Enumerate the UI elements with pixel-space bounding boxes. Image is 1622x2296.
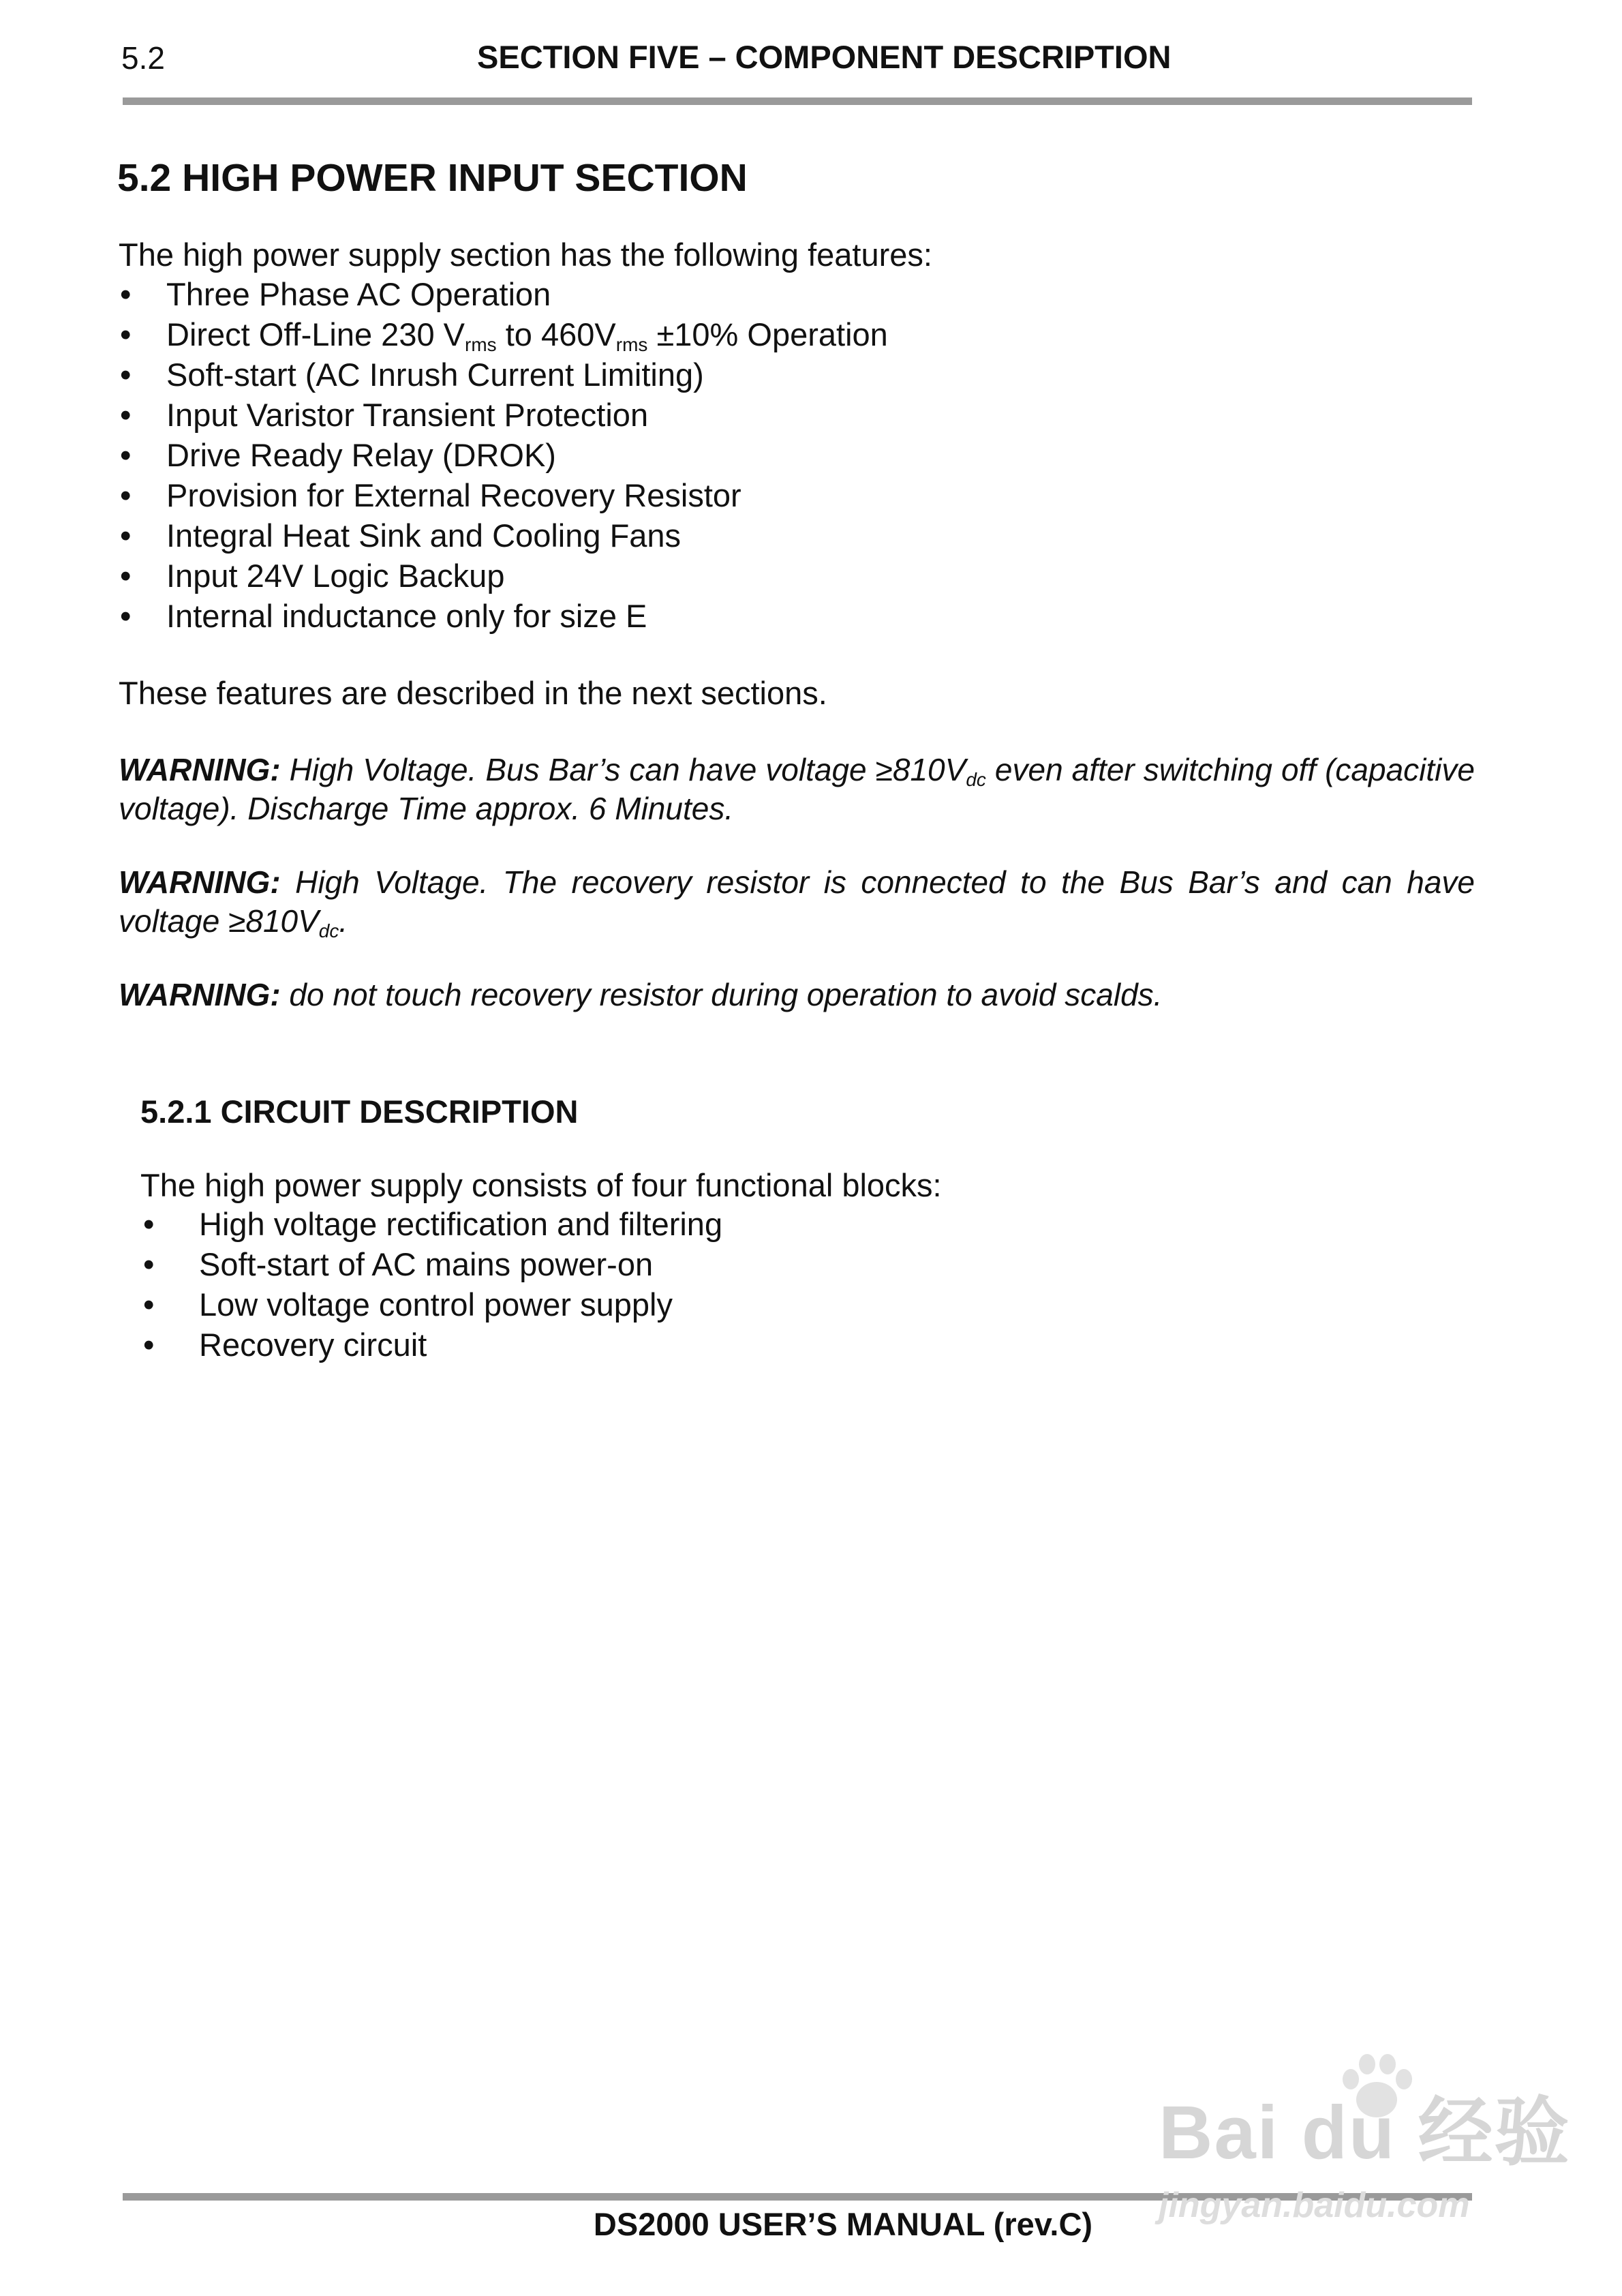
bullet-icon: • — [120, 397, 132, 433]
bullet-icon: • — [143, 1246, 155, 1282]
subsection-intro: The high power supply consists of four functional blocks: — [140, 1167, 942, 1203]
bullet-icon: • — [120, 437, 132, 473]
warning-label: WARNING: — [119, 977, 281, 1012]
watermark-logo: Bai du 经验 — [1159, 2091, 1571, 2175]
bullet-icon: • — [143, 1206, 155, 1242]
section-closing: These features are described in the next sections. — [119, 675, 827, 711]
bullet-icon: • — [120, 477, 132, 513]
warning-label: WARNING: — [119, 752, 281, 787]
section-heading: 5.2 HIGH POWER INPUT SECTION — [117, 156, 748, 200]
bullet-icon: • — [120, 517, 132, 554]
warning-scalds: WARNING: do not touch recovery resistor during operation to avoid scalds. — [119, 977, 1163, 1012]
bullet-icon: • — [120, 316, 132, 352]
warning-bus-bar: WARNING: High Voltage. Bus Bar’s can have voltage $\ge 810V_{dc}$ even after switching off (capacitive voltage). Discharge Time approx. 6 Minutes. — [119, 752, 1475, 826]
bullet-icon: • — [120, 598, 132, 634]
bullet-icon: • — [120, 357, 132, 393]
bullet-icon: • — [120, 276, 132, 312]
warning-recovery-resistor: WARNING: High Voltage. The recovery resistor is connected to the Bus Bar’s and can have voltage $\ge 810V_{dc}$. — [119, 864, 1475, 941]
header-rule — [123, 97, 1472, 105]
watermark-url: jingyan.baidu.com — [1159, 2186, 1470, 2225]
page-number: 5.2 — [121, 40, 165, 76]
footer-title: DS2000 USER’S MANUAL (rev.C) — [593, 2206, 1093, 2242]
section-intro: The high power supply section has the following features: — [119, 237, 932, 273]
running-header-title: SECTION FIVE – COMPONENT DESCRIPTION — [477, 39, 1172, 75]
warning-label: WARNING: — [119, 864, 281, 900]
bullet-icon: • — [143, 1327, 155, 1363]
bullet-icon: • — [120, 558, 132, 594]
subsection-heading: 5.2.1 CIRCUIT DESCRIPTION — [140, 1093, 579, 1130]
bullet-icon: • — [143, 1286, 155, 1323]
